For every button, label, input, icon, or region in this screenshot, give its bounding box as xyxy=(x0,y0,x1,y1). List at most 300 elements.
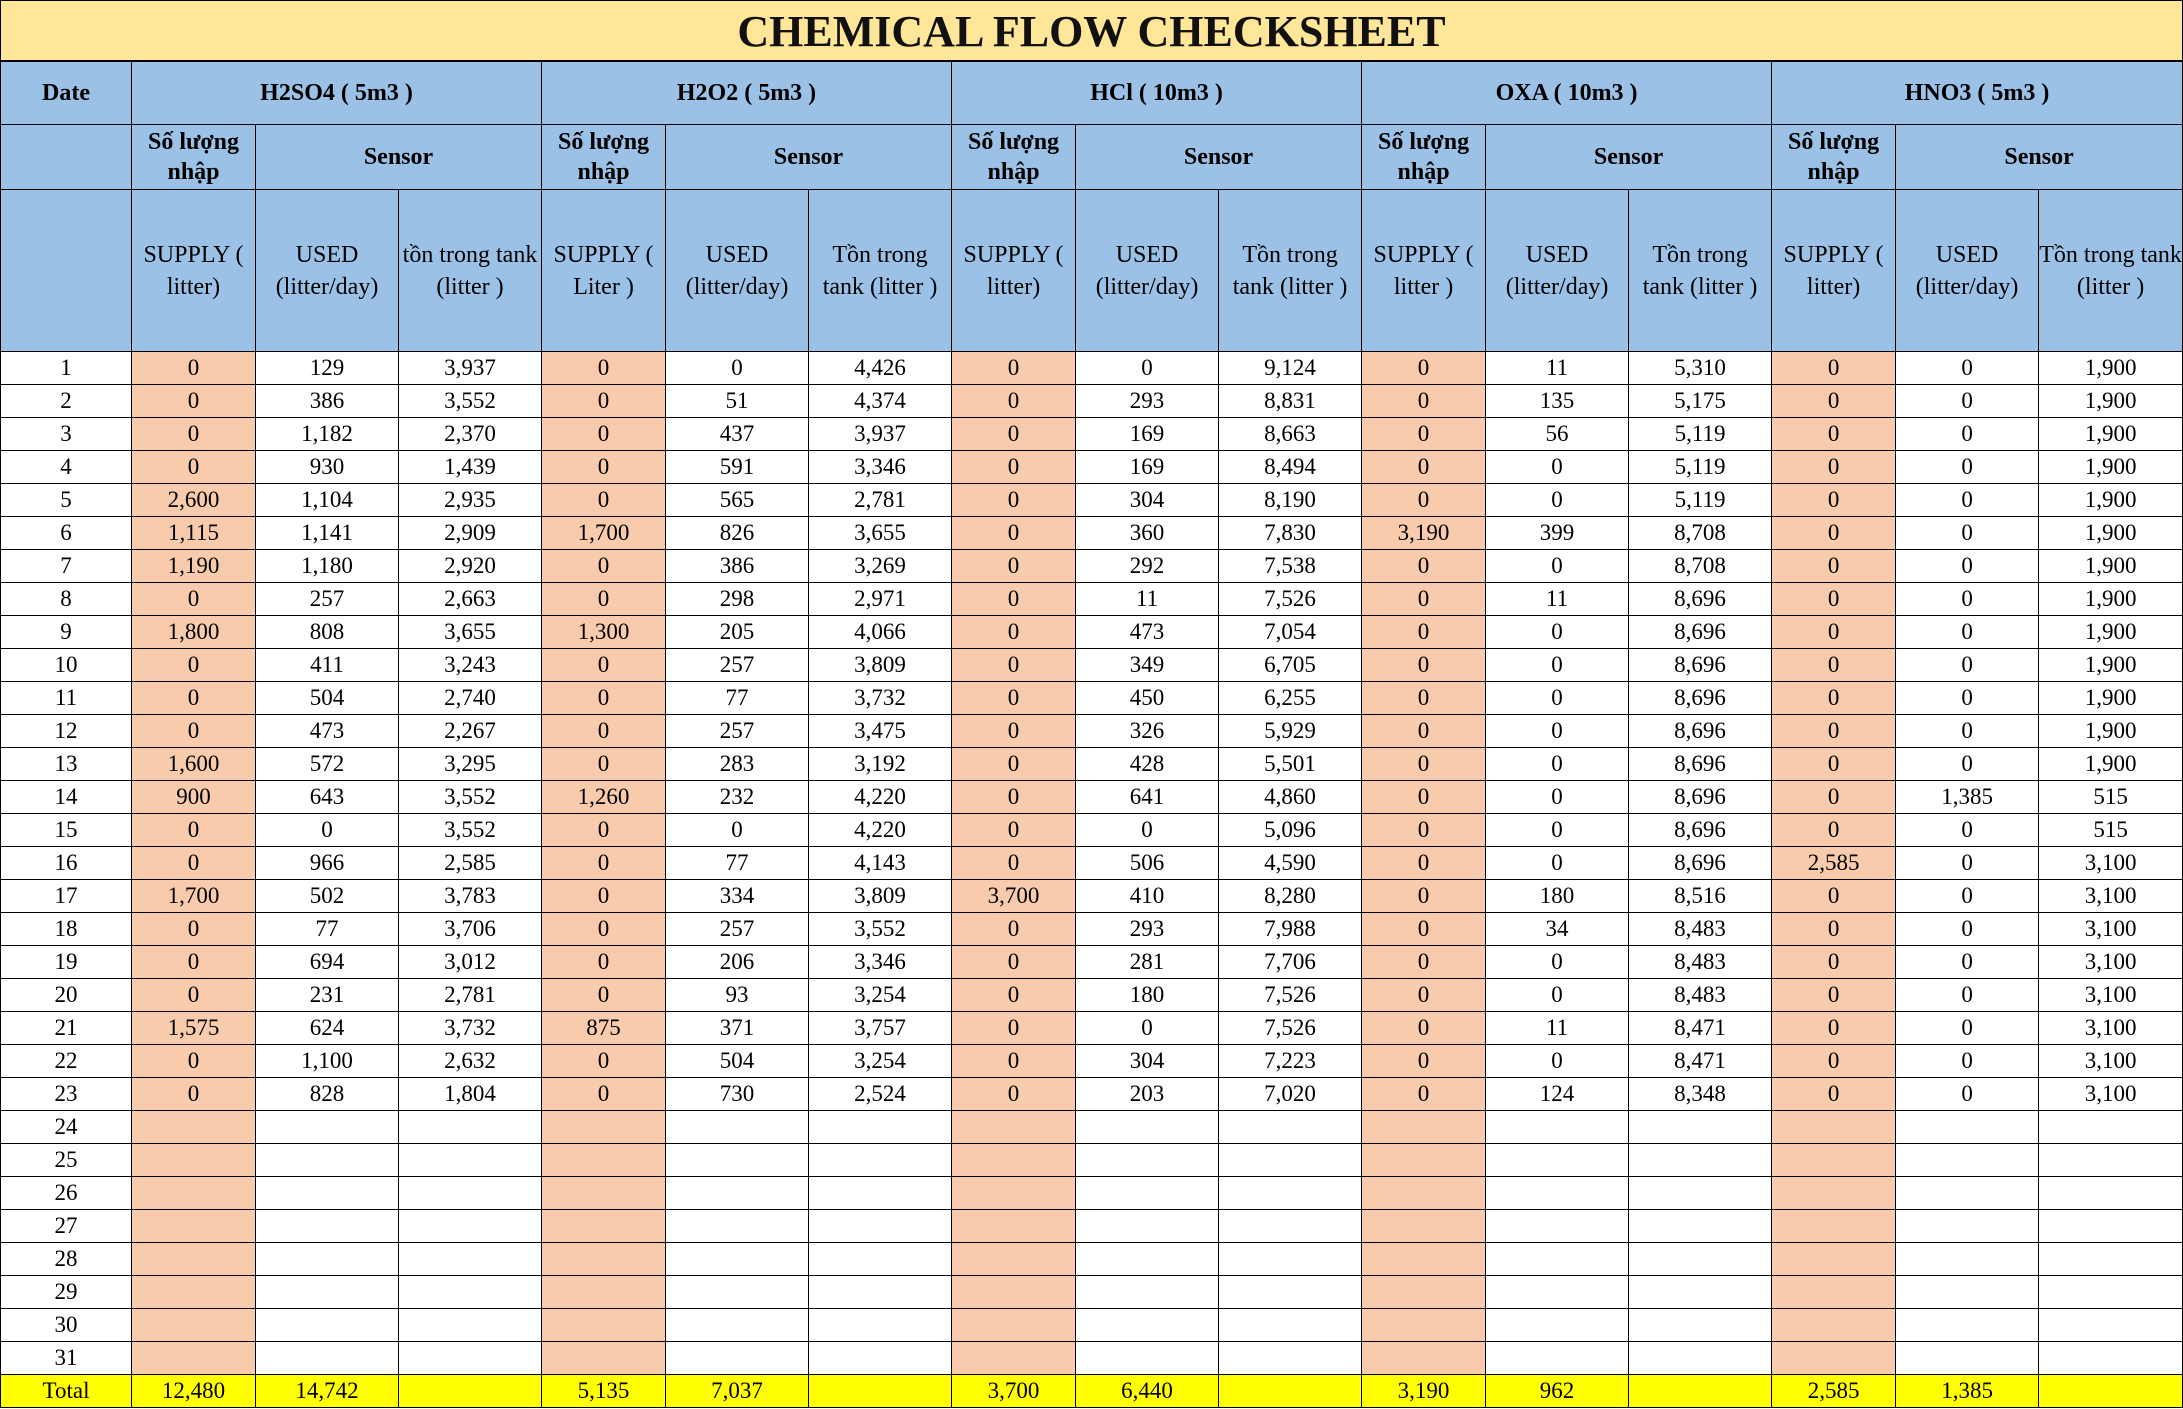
used-cell[interactable] xyxy=(1896,1309,2039,1342)
used-cell[interactable]: 180 xyxy=(1076,979,1219,1012)
supply-cell[interactable] xyxy=(132,1210,256,1243)
used-cell[interactable]: 51 xyxy=(666,385,809,418)
tank-cell[interactable]: 5,310 xyxy=(1629,352,1772,385)
used-cell[interactable]: 11 xyxy=(1076,583,1219,616)
date-cell[interactable]: 21 xyxy=(1,1012,132,1045)
date-cell[interactable]: 19 xyxy=(1,946,132,979)
used-cell[interactable]: 428 xyxy=(1076,748,1219,781)
supply-cell[interactable] xyxy=(1362,1111,1486,1144)
used-cell[interactable]: 0 xyxy=(1486,847,1629,880)
used-cell[interactable]: 0 xyxy=(1486,550,1629,583)
tank-cell[interactable]: 8,831 xyxy=(1219,385,1362,418)
supply-cell[interactable]: 0 xyxy=(1772,1012,1896,1045)
used-cell[interactable]: 206 xyxy=(666,946,809,979)
supply-cell[interactable]: 0 xyxy=(542,946,666,979)
tank-cell[interactable] xyxy=(2039,1144,2183,1177)
date-cell[interactable]: 7 xyxy=(1,550,132,583)
tank-cell[interactable]: 1,804 xyxy=(399,1078,542,1111)
used-cell[interactable] xyxy=(1076,1210,1219,1243)
tank-cell[interactable] xyxy=(809,1342,952,1375)
tank-cell[interactable]: 8,696 xyxy=(1629,616,1772,649)
supply-cell[interactable]: 0 xyxy=(1362,682,1486,715)
tank-cell[interactable] xyxy=(2039,1210,2183,1243)
supply-cell[interactable]: 0 xyxy=(1362,385,1486,418)
supply-cell[interactable]: 0 xyxy=(542,913,666,946)
tank-cell[interactable] xyxy=(1219,1144,1362,1177)
supply-cell[interactable]: 0 xyxy=(1772,451,1896,484)
tank-cell[interactable]: 3,100 xyxy=(2039,1045,2183,1078)
supply-cell[interactable] xyxy=(1772,1177,1896,1210)
supply-cell[interactable]: 0 xyxy=(542,583,666,616)
used-cell[interactable]: 257 xyxy=(666,715,809,748)
used-cell[interactable] xyxy=(1896,1144,2039,1177)
used-cell[interactable]: 624 xyxy=(256,1012,399,1045)
supply-cell[interactable]: 3,190 xyxy=(1362,517,1486,550)
supply-cell[interactable]: 0 xyxy=(1362,781,1486,814)
tank-cell[interactable] xyxy=(2039,1243,2183,1276)
tank-cell[interactable] xyxy=(1629,1177,1772,1210)
supply-cell[interactable] xyxy=(952,1276,1076,1309)
tank-cell[interactable]: 3,254 xyxy=(809,979,952,1012)
supply-cell[interactable]: 0 xyxy=(952,352,1076,385)
used-cell[interactable] xyxy=(1486,1177,1629,1210)
supply-cell[interactable]: 0 xyxy=(132,946,256,979)
tank-cell[interactable]: 4,374 xyxy=(809,385,952,418)
tank-cell[interactable]: 3,655 xyxy=(809,517,952,550)
tank-cell[interactable]: 8,708 xyxy=(1629,517,1772,550)
used-cell[interactable]: 565 xyxy=(666,484,809,517)
tank-cell[interactable]: 1,900 xyxy=(2039,550,2183,583)
supply-cell[interactable] xyxy=(1362,1276,1486,1309)
used-cell[interactable]: 231 xyxy=(256,979,399,1012)
used-cell[interactable] xyxy=(666,1243,809,1276)
tank-cell[interactable]: 4,590 xyxy=(1219,847,1362,880)
supply-cell[interactable]: 0 xyxy=(1362,946,1486,979)
used-cell[interactable]: 0 xyxy=(1076,352,1219,385)
supply-cell[interactable]: 0 xyxy=(542,385,666,418)
supply-cell[interactable]: 1,190 xyxy=(132,550,256,583)
tank-cell[interactable]: 8,663 xyxy=(1219,418,1362,451)
tank-cell[interactable] xyxy=(399,1276,542,1309)
supply-cell[interactable]: 0 xyxy=(1362,748,1486,781)
used-cell[interactable] xyxy=(1486,1309,1629,1342)
tank-cell[interactable]: 515 xyxy=(2039,781,2183,814)
tank-cell[interactable]: 4,143 xyxy=(809,847,952,880)
tank-cell[interactable] xyxy=(399,1111,542,1144)
supply-cell[interactable]: 0 xyxy=(1772,649,1896,682)
supply-cell[interactable]: 0 xyxy=(132,352,256,385)
total-cell[interactable]: 7,037 xyxy=(666,1375,809,1408)
used-cell[interactable]: 808 xyxy=(256,616,399,649)
supply-cell[interactable] xyxy=(1772,1111,1896,1144)
used-cell[interactable]: 0 xyxy=(1896,517,2039,550)
supply-cell[interactable] xyxy=(952,1342,1076,1375)
supply-cell[interactable] xyxy=(132,1144,256,1177)
total-cell[interactable]: 2,585 xyxy=(1772,1375,1896,1408)
supply-cell[interactable]: 0 xyxy=(1362,583,1486,616)
date-cell[interactable]: 15 xyxy=(1,814,132,847)
used-cell[interactable]: 0 xyxy=(1896,748,2039,781)
tank-cell[interactable]: 3,269 xyxy=(809,550,952,583)
used-cell[interactable] xyxy=(1076,1276,1219,1309)
used-cell[interactable] xyxy=(1896,1243,2039,1276)
used-cell[interactable]: 334 xyxy=(666,880,809,913)
tank-cell[interactable]: 8,280 xyxy=(1219,880,1362,913)
supply-cell[interactable]: 0 xyxy=(1772,781,1896,814)
used-cell[interactable]: 591 xyxy=(666,451,809,484)
tank-cell[interactable]: 2,909 xyxy=(399,517,542,550)
supply-cell[interactable]: 0 xyxy=(1362,418,1486,451)
date-cell[interactable]: 9 xyxy=(1,616,132,649)
tank-cell[interactable]: 6,705 xyxy=(1219,649,1362,682)
used-cell[interactable]: 1,385 xyxy=(1896,781,2039,814)
used-cell[interactable]: 437 xyxy=(666,418,809,451)
date-cell[interactable]: 23 xyxy=(1,1078,132,1111)
tank-cell[interactable] xyxy=(399,1243,542,1276)
tank-cell[interactable]: 3,100 xyxy=(2039,1012,2183,1045)
tank-cell[interactable]: 1,900 xyxy=(2039,682,2183,715)
total-cell[interactable] xyxy=(1219,1375,1362,1408)
used-cell[interactable]: 0 xyxy=(1486,1045,1629,1078)
supply-cell[interactable]: 0 xyxy=(1772,1045,1896,1078)
tank-cell[interactable]: 3,552 xyxy=(809,913,952,946)
tank-cell[interactable]: 8,483 xyxy=(1629,979,1772,1012)
used-cell[interactable]: 0 xyxy=(1896,1078,2039,1111)
tank-cell[interactable]: 7,706 xyxy=(1219,946,1362,979)
tank-cell[interactable] xyxy=(809,1276,952,1309)
tank-cell[interactable]: 3,346 xyxy=(809,946,952,979)
used-cell[interactable]: 386 xyxy=(666,550,809,583)
supply-cell[interactable]: 2,585 xyxy=(1772,847,1896,880)
tank-cell[interactable]: 5,929 xyxy=(1219,715,1362,748)
total-cell[interactable] xyxy=(809,1375,952,1408)
used-cell[interactable]: 930 xyxy=(256,451,399,484)
supply-cell[interactable]: 0 xyxy=(132,1045,256,1078)
tank-cell[interactable]: 5,119 xyxy=(1629,484,1772,517)
used-cell[interactable]: 0 xyxy=(1896,814,2039,847)
used-cell[interactable]: 0 xyxy=(1486,946,1629,979)
date-cell[interactable]: 16 xyxy=(1,847,132,880)
supply-cell[interactable] xyxy=(542,1144,666,1177)
supply-cell[interactable]: 0 xyxy=(132,649,256,682)
supply-cell[interactable]: 0 xyxy=(542,1078,666,1111)
date-cell[interactable]: 12 xyxy=(1,715,132,748)
date-cell[interactable]: 11 xyxy=(1,682,132,715)
tank-cell[interactable]: 5,096 xyxy=(1219,814,1362,847)
supply-cell[interactable]: 1,115 xyxy=(132,517,256,550)
used-cell[interactable] xyxy=(256,1342,399,1375)
tank-cell[interactable]: 4,860 xyxy=(1219,781,1362,814)
used-cell[interactable] xyxy=(666,1177,809,1210)
supply-cell[interactable]: 0 xyxy=(132,814,256,847)
used-cell[interactable]: 0 xyxy=(1896,880,2039,913)
used-cell[interactable]: 0 xyxy=(1486,814,1629,847)
tank-cell[interactable] xyxy=(1219,1210,1362,1243)
used-cell[interactable]: 502 xyxy=(256,880,399,913)
tank-cell[interactable]: 7,223 xyxy=(1219,1045,1362,1078)
used-cell[interactable]: 0 xyxy=(1896,1045,2039,1078)
tank-cell[interactable] xyxy=(399,1144,542,1177)
used-cell[interactable]: 93 xyxy=(666,979,809,1012)
total-cell[interactable] xyxy=(2039,1375,2183,1408)
used-cell[interactable]: 360 xyxy=(1076,517,1219,550)
used-cell[interactable]: 411 xyxy=(256,649,399,682)
used-cell[interactable]: 1,182 xyxy=(256,418,399,451)
used-cell[interactable] xyxy=(666,1276,809,1309)
used-cell[interactable]: 77 xyxy=(666,847,809,880)
tank-cell[interactable]: 1,900 xyxy=(2039,715,2183,748)
supply-cell[interactable]: 2,600 xyxy=(132,484,256,517)
used-cell[interactable]: 0 xyxy=(1896,616,2039,649)
used-cell[interactable]: 0 xyxy=(1486,451,1629,484)
supply-cell[interactable]: 0 xyxy=(132,385,256,418)
tank-cell[interactable] xyxy=(1219,1309,1362,1342)
supply-cell[interactable]: 0 xyxy=(952,616,1076,649)
used-cell[interactable]: 641 xyxy=(1076,781,1219,814)
supply-cell[interactable]: 0 xyxy=(1362,1045,1486,1078)
supply-cell[interactable] xyxy=(1362,1177,1486,1210)
supply-cell[interactable] xyxy=(542,1243,666,1276)
supply-cell[interactable]: 0 xyxy=(132,583,256,616)
tank-cell[interactable]: 3,809 xyxy=(809,649,952,682)
tank-cell[interactable]: 1,900 xyxy=(2039,649,2183,682)
used-cell[interactable]: 0 xyxy=(1486,715,1629,748)
tank-cell[interactable]: 5,119 xyxy=(1629,418,1772,451)
used-cell[interactable] xyxy=(666,1111,809,1144)
tank-cell[interactable] xyxy=(2039,1111,2183,1144)
tank-cell[interactable]: 3,100 xyxy=(2039,1078,2183,1111)
tank-cell[interactable]: 3,552 xyxy=(399,385,542,418)
used-cell[interactable]: 0 xyxy=(1896,946,2039,979)
tank-cell[interactable] xyxy=(399,1210,542,1243)
tank-cell[interactable]: 9,124 xyxy=(1219,352,1362,385)
tank-cell[interactable] xyxy=(1219,1111,1362,1144)
supply-cell[interactable] xyxy=(952,1111,1076,1144)
tank-cell[interactable]: 2,935 xyxy=(399,484,542,517)
tank-cell[interactable] xyxy=(2039,1177,2183,1210)
date-cell[interactable]: 31 xyxy=(1,1342,132,1375)
supply-cell[interactable] xyxy=(132,1243,256,1276)
supply-cell[interactable]: 0 xyxy=(952,781,1076,814)
tank-cell[interactable]: 8,696 xyxy=(1629,847,1772,880)
used-cell[interactable]: 1,104 xyxy=(256,484,399,517)
tank-cell[interactable] xyxy=(1629,1144,1772,1177)
supply-cell[interactable]: 0 xyxy=(1362,616,1486,649)
used-cell[interactable]: 572 xyxy=(256,748,399,781)
used-cell[interactable]: 169 xyxy=(1076,418,1219,451)
used-cell[interactable] xyxy=(1076,1342,1219,1375)
tank-cell[interactable]: 8,696 xyxy=(1629,682,1772,715)
supply-cell[interactable]: 0 xyxy=(132,715,256,748)
used-cell[interactable]: 0 xyxy=(1896,682,2039,715)
supply-cell[interactable]: 0 xyxy=(952,748,1076,781)
tank-cell[interactable]: 3,706 xyxy=(399,913,542,946)
supply-cell[interactable]: 0 xyxy=(542,418,666,451)
used-cell[interactable]: 0 xyxy=(1896,1012,2039,1045)
tank-cell[interactable]: 8,696 xyxy=(1629,814,1772,847)
date-cell[interactable]: 14 xyxy=(1,781,132,814)
date-cell[interactable]: 3 xyxy=(1,418,132,451)
used-cell[interactable] xyxy=(256,1276,399,1309)
supply-cell[interactable]: 0 xyxy=(952,979,1076,1012)
used-cell[interactable] xyxy=(256,1111,399,1144)
supply-cell[interactable]: 0 xyxy=(132,979,256,1012)
tank-cell[interactable]: 8,190 xyxy=(1219,484,1362,517)
tank-cell[interactable]: 1,900 xyxy=(2039,517,2183,550)
tank-cell[interactable]: 2,632 xyxy=(399,1045,542,1078)
supply-cell[interactable]: 0 xyxy=(1362,484,1486,517)
supply-cell[interactable]: 0 xyxy=(952,484,1076,517)
tank-cell[interactable]: 8,516 xyxy=(1629,880,1772,913)
used-cell[interactable] xyxy=(1486,1342,1629,1375)
tank-cell[interactable]: 3,655 xyxy=(399,616,542,649)
tank-cell[interactable] xyxy=(399,1309,542,1342)
tank-cell[interactable] xyxy=(1219,1276,1362,1309)
tank-cell[interactable] xyxy=(809,1243,952,1276)
tank-cell[interactable]: 2,585 xyxy=(399,847,542,880)
supply-cell[interactable]: 0 xyxy=(952,946,1076,979)
date-cell[interactable]: 30 xyxy=(1,1309,132,1342)
supply-cell[interactable]: 0 xyxy=(542,649,666,682)
total-cell[interactable] xyxy=(399,1375,542,1408)
supply-cell[interactable]: 0 xyxy=(542,682,666,715)
tank-cell[interactable]: 5,175 xyxy=(1629,385,1772,418)
used-cell[interactable]: 371 xyxy=(666,1012,809,1045)
used-cell[interactable] xyxy=(1076,1144,1219,1177)
used-cell[interactable]: 410 xyxy=(1076,880,1219,913)
total-cell[interactable]: 6,440 xyxy=(1076,1375,1219,1408)
supply-cell[interactable]: 0 xyxy=(1772,550,1896,583)
used-cell[interactable]: 77 xyxy=(666,682,809,715)
supply-cell[interactable] xyxy=(952,1243,1076,1276)
tank-cell[interactable]: 7,830 xyxy=(1219,517,1362,550)
date-cell[interactable]: 5 xyxy=(1,484,132,517)
used-cell[interactable]: 129 xyxy=(256,352,399,385)
used-cell[interactable]: 1,141 xyxy=(256,517,399,550)
tank-cell[interactable]: 2,370 xyxy=(399,418,542,451)
supply-cell[interactable] xyxy=(952,1144,1076,1177)
supply-cell[interactable]: 0 xyxy=(952,451,1076,484)
used-cell[interactable] xyxy=(1486,1243,1629,1276)
supply-cell[interactable] xyxy=(1772,1276,1896,1309)
supply-cell[interactable] xyxy=(542,1309,666,1342)
tank-cell[interactable]: 7,526 xyxy=(1219,1012,1362,1045)
used-cell[interactable]: 0 xyxy=(1896,550,2039,583)
supply-cell[interactable] xyxy=(952,1177,1076,1210)
tank-cell[interactable]: 7,526 xyxy=(1219,583,1362,616)
tank-cell[interactable]: 3,937 xyxy=(399,352,542,385)
tank-cell[interactable] xyxy=(809,1144,952,1177)
used-cell[interactable]: 0 xyxy=(1896,715,2039,748)
supply-cell[interactable]: 0 xyxy=(1772,748,1896,781)
tank-cell[interactable]: 1,900 xyxy=(2039,583,2183,616)
tank-cell[interactable] xyxy=(399,1342,542,1375)
supply-cell[interactable] xyxy=(952,1210,1076,1243)
total-cell[interactable]: 962 xyxy=(1486,1375,1629,1408)
date-cell[interactable]: 2 xyxy=(1,385,132,418)
used-cell[interactable] xyxy=(1486,1276,1629,1309)
total-cell[interactable]: 14,742 xyxy=(256,1375,399,1408)
used-cell[interactable]: 135 xyxy=(1486,385,1629,418)
tank-cell[interactable] xyxy=(809,1177,952,1210)
supply-cell[interactable] xyxy=(952,1309,1076,1342)
supply-cell[interactable]: 1,800 xyxy=(132,616,256,649)
supply-cell[interactable] xyxy=(1362,1243,1486,1276)
supply-cell[interactable]: 0 xyxy=(1772,583,1896,616)
used-cell[interactable] xyxy=(1896,1210,2039,1243)
supply-cell[interactable] xyxy=(1772,1144,1896,1177)
supply-cell[interactable] xyxy=(1362,1342,1486,1375)
tank-cell[interactable]: 7,526 xyxy=(1219,979,1362,1012)
supply-cell[interactable]: 0 xyxy=(952,418,1076,451)
tank-cell[interactable]: 8,708 xyxy=(1629,550,1772,583)
used-cell[interactable]: 0 xyxy=(1896,484,2039,517)
used-cell[interactable] xyxy=(256,1210,399,1243)
tank-cell[interactable]: 8,696 xyxy=(1629,715,1772,748)
supply-cell[interactable]: 0 xyxy=(1362,1078,1486,1111)
tank-cell[interactable]: 1,900 xyxy=(2039,748,2183,781)
used-cell[interactable]: 504 xyxy=(256,682,399,715)
tank-cell[interactable]: 8,483 xyxy=(1629,946,1772,979)
used-cell[interactable] xyxy=(1486,1144,1629,1177)
used-cell[interactable]: 694 xyxy=(256,946,399,979)
tank-cell[interactable] xyxy=(1219,1243,1362,1276)
tank-cell[interactable] xyxy=(1629,1111,1772,1144)
supply-cell[interactable]: 0 xyxy=(1772,946,1896,979)
supply-cell[interactable]: 0 xyxy=(952,1078,1076,1111)
date-cell[interactable]: 13 xyxy=(1,748,132,781)
tank-cell[interactable] xyxy=(1629,1342,1772,1375)
supply-cell[interactable]: 0 xyxy=(132,682,256,715)
used-cell[interactable] xyxy=(1896,1177,2039,1210)
tank-cell[interactable]: 3,783 xyxy=(399,880,542,913)
tank-cell[interactable]: 2,971 xyxy=(809,583,952,616)
used-cell[interactable]: 0 xyxy=(1896,385,2039,418)
date-cell[interactable]: 10 xyxy=(1,649,132,682)
used-cell[interactable]: 450 xyxy=(1076,682,1219,715)
used-cell[interactable]: 257 xyxy=(666,913,809,946)
tank-cell[interactable]: 8,348 xyxy=(1629,1078,1772,1111)
tank-cell[interactable]: 3,346 xyxy=(809,451,952,484)
tank-cell[interactable]: 2,267 xyxy=(399,715,542,748)
supply-cell[interactable]: 1,300 xyxy=(542,616,666,649)
used-cell[interactable]: 169 xyxy=(1076,451,1219,484)
used-cell[interactable]: 1,100 xyxy=(256,1045,399,1078)
supply-cell[interactable] xyxy=(542,1177,666,1210)
total-cell[interactable]: 12,480 xyxy=(132,1375,256,1408)
tank-cell[interactable]: 8,696 xyxy=(1629,583,1772,616)
supply-cell[interactable]: 1,700 xyxy=(132,880,256,913)
tank-cell[interactable]: 8,696 xyxy=(1629,781,1772,814)
tank-cell[interactable]: 3,757 xyxy=(809,1012,952,1045)
date-cell[interactable]: 28 xyxy=(1,1243,132,1276)
supply-cell[interactable]: 0 xyxy=(1772,682,1896,715)
supply-cell[interactable]: 0 xyxy=(1772,418,1896,451)
used-cell[interactable]: 203 xyxy=(1076,1078,1219,1111)
total-cell[interactable]: 3,700 xyxy=(952,1375,1076,1408)
used-cell[interactable]: 11 xyxy=(1486,1012,1629,1045)
used-cell[interactable]: 0 xyxy=(1896,418,2039,451)
supply-cell[interactable]: 0 xyxy=(542,814,666,847)
used-cell[interactable] xyxy=(666,1342,809,1375)
used-cell[interactable]: 0 xyxy=(1896,649,2039,682)
supply-cell[interactable] xyxy=(1362,1144,1486,1177)
used-cell[interactable]: 11 xyxy=(1486,352,1629,385)
used-cell[interactable]: 304 xyxy=(1076,1045,1219,1078)
tank-cell[interactable]: 3,809 xyxy=(809,880,952,913)
used-cell[interactable]: 180 xyxy=(1486,880,1629,913)
tank-cell[interactable]: 1,900 xyxy=(2039,484,2183,517)
